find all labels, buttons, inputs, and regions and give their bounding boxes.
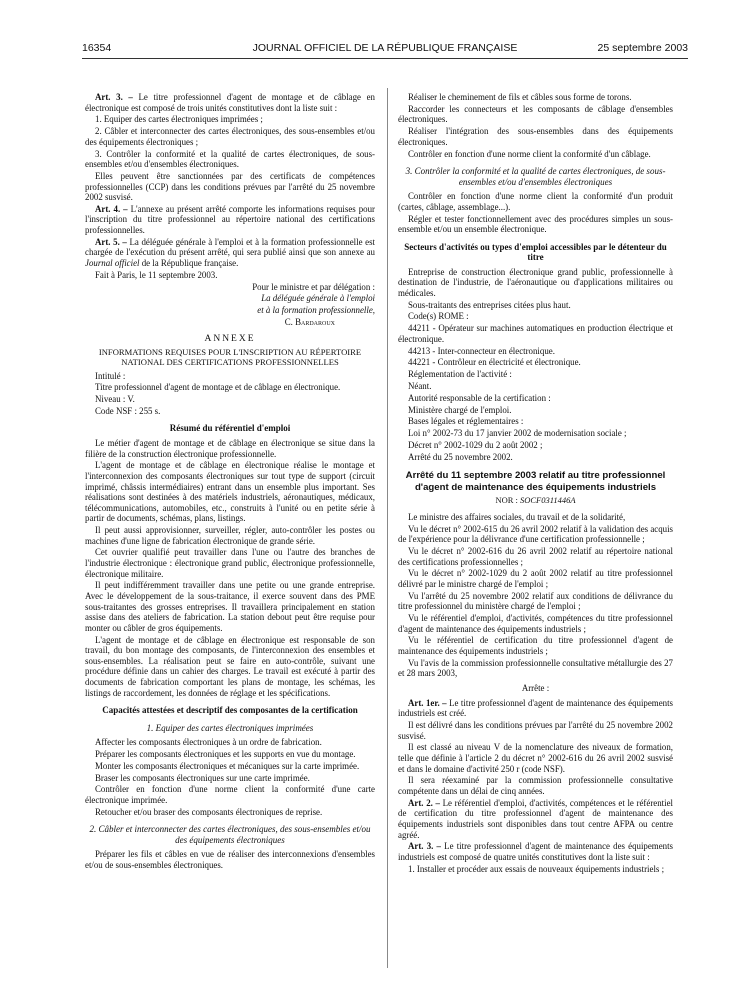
art3r-label: Art. 3. – bbox=[408, 841, 441, 852]
annexe-subtitle: INFORMATIONS REQUISES POUR L'INSCRIPTION AU RÉPERTOIRE NATIONAL DES CERTIFICATIONS PROFESSIONNELLES bbox=[98, 347, 362, 368]
secteurs-paragraph: Sous-traitants des entreprises citées plus haut. bbox=[408, 299, 571, 310]
page-number: 16354 bbox=[82, 42, 112, 54]
arrete-paragraph: Vu le décret n° 2002-1029 du 2 août 2002 relatif au titre professionnel délivré par le ministre chargé de l'emploi ; bbox=[398, 568, 673, 589]
sub2-paragraph: Contrôler en fonction d'une norme client la conformité d'un câblage. bbox=[408, 148, 651, 159]
resume-paragraph: L'agent de montage et de câblage en électronique réalise le montage et l'interconnexion des composants électroniques sur tout type de support (circuit imprimé, châssis intermédiaires) entrant dans un ensemble plus important. Ses réalisations sont destinées à des matériels industriels, aéronautiques, médicaux, télécommunications, automobiles, etc., construits à l'unité ou en petite série à partir de documents, schémas, plans, listings. bbox=[85, 460, 375, 524]
art3-label: Art. 3. – bbox=[95, 92, 133, 102]
secteurs-paragraph: Ministère chargé de l'emploi. bbox=[408, 404, 512, 415]
secteurs-paragraph: 44221 - Contrôleur en électricité et électronique. bbox=[408, 357, 581, 368]
art1-text: Le titre professionnel d'agent de maintenance des équipements industriels est créé. bbox=[398, 697, 673, 719]
titre-text: Titre professionnel d'agent de montage et de câblage en électronique. bbox=[95, 382, 341, 393]
secteurs-heading: Secteurs d'activités ou types d'emploi accessibles par le détenteur du titre bbox=[404, 241, 667, 263]
left-column bbox=[85, 92, 375, 872]
secteurs-paragraph: Entreprise de construction électronique grand public, professionnelle à destination de l'industrie, de l'aéronautique ou d'applications militaires ou médicales. bbox=[398, 266, 673, 298]
subsection-3-heading: 3. Contrôler la conformité et la qualité de cartes électroniques, de sous-ensembles et/ou d'ensembles électroniques bbox=[405, 166, 666, 187]
art5-text-b: de la République française. bbox=[141, 258, 239, 269]
art1-sub: Il est classé au niveau V de la nomenclature des niveaux de formation, telle que définie à l'article 2 du décret n° 2002-616 du 26 avril 2002 susvisé et dans le domaine d'activité 250 r (code NSF). bbox=[398, 742, 673, 774]
journal-officiel-ref: Journal officiel bbox=[85, 258, 140, 269]
art1-sub: Il est délivré dans les conditions prévues par l'arrêté du 25 novembre 2002 susvisé. bbox=[398, 720, 673, 741]
secteurs-paragraph: Autorité responsable de la certification : bbox=[408, 392, 551, 403]
resume-paragraph: Il peut indifféremment travailler dans une petite ou une grande entreprise. Avec le développement de la sous-traitance, il exerce souvent dans des PME sous-traitantes des grosses entreprises. Il travaillera principalement en station assise dans des ateliers de fabrication. La station debout peut être requise pour monter ou câbler de gros équipements. bbox=[85, 580, 375, 633]
arrete-paragraph: Vu le référentiel de certification du titre professionnel d'agent de maintenance des équipements industriels ; bbox=[398, 635, 673, 657]
art3-item: 3. Contrôler la conformité et la qualité de cartes électroniques, de sous-ensembles et/ou d'ensembles électroniques. bbox=[85, 148, 375, 170]
sub2-paragraph: Réaliser l'intégration des sous-ensembles dans des équipements électroniques. bbox=[398, 126, 673, 147]
resume-paragraph: Le métier d'agent de montage et de câblage en électronique se situe dans la filière de la construction électronique professionnelle. bbox=[85, 437, 375, 459]
column-separator bbox=[387, 88, 388, 968]
signatory-name: C. Bardaroux bbox=[284, 316, 335, 327]
art1-label: Art. 1er. – bbox=[408, 697, 447, 708]
art5-label: Art. 5. – bbox=[95, 236, 127, 247]
art3-text: Le titre professionnel d'agent de montage et de câblage en électronique est composé de trois unités constitutives dont la liste suit : bbox=[85, 92, 375, 113]
signature-line: et à la formation professionnelle, bbox=[257, 305, 375, 316]
art3r-item: 1. Installer et procéder aux essais de nouveaux équipements industriels ; bbox=[408, 863, 665, 874]
secteurs-paragraph: Néant. bbox=[408, 380, 432, 391]
nor-reference bbox=[398, 495, 673, 506]
art2-label: Art. 2. – bbox=[408, 797, 440, 808]
capacites-heading: Capacités attestées et descriptif des composantes de la certification bbox=[102, 705, 358, 716]
nor-code: SOCF0311446A bbox=[520, 495, 576, 506]
journal-title: JOURNAL OFFICIEL DE LA RÉPUBLIQUE FRANÇAISE bbox=[252, 42, 518, 54]
secteurs-paragraph: Décret n° 2002-1029 du 2 août 2002 ; bbox=[408, 439, 543, 450]
signature-line: La déléguée générale à l'emploi bbox=[261, 293, 375, 304]
art4-label: Art. 4. – bbox=[95, 203, 128, 214]
arrete-heading: Arrêté du 11 septembre 2003 relatif au titre professionnel d'agent de maintenance des équipements industriels bbox=[405, 470, 666, 493]
secteurs-paragraph: Code(s) ROME : bbox=[408, 311, 469, 322]
secteurs-paragraph: 44211 - Opérateur sur machines automatiques en production électrique et électronique. bbox=[398, 323, 673, 344]
annexe-title: ANNEXE bbox=[204, 333, 256, 344]
sub1-paragraph: Monter les composants électroniques et mécaniques sur la carte imprimée. bbox=[95, 760, 360, 771]
sub1-paragraph: Contrôler en fonction d'une norme client la conformité d'une carte électronique imprimée. bbox=[85, 784, 375, 805]
niveau-text: Niveau : V. bbox=[95, 394, 135, 405]
art3-item: 2. Câbler et interconnecter des cartes électroniques, des sous-ensembles et/ou des équipements électroniques ; bbox=[85, 126, 375, 147]
arrete-paragraph: Vu l'avis de la commission professionnelle consultative métallurgie des 27 et 28 mars 2003, bbox=[398, 657, 673, 679]
sub3-paragraph: Régler et tester fonctionnellement avec des procédures simples un sous-ensemble et/ou un ensemble électronique. bbox=[398, 213, 673, 235]
sub2-paragraph: Réaliser le cheminement de fils et câbles sous forme de torons. bbox=[408, 92, 632, 102]
arrete-paragraph: Vu le décret n° 2002-616 du 26 avril 2002 relatif au répertoire national des certifications professionnelles ; bbox=[398, 545, 673, 567]
resume-paragraph: L'agent de montage et de câblage en électronique est responsable de son travail, du bon montage des composants, de l'interconnexion des ensembles et sous-ensembles. La réalisation peut se faire en auto-contrôle, suivant une procédure définie dans un cahier des charges. Le travail est exécuté à partir des documents de fabrication comportant les plans de montage, les schémas, les listings de raccordement, les données de réglage et les spécifications. bbox=[85, 634, 375, 698]
sub3-paragraph: Contrôler en fonction d'une norme client la conformité d'un produit (cartes, câblage, assemblage...). bbox=[398, 191, 673, 212]
art3-end: Elles peuvent être sanctionnées par des certificats de compétences professionnelles (CCP) dans les conditions prévues par l'arrêté du 25 novembre 2002 susvisé. bbox=[85, 170, 375, 203]
arrete-verb: Arrête : bbox=[521, 683, 550, 694]
code-nsf-text: Code NSF : 255 s. bbox=[95, 405, 161, 416]
signature-line: Pour le ministre et par délégation : bbox=[252, 281, 375, 292]
sub1-paragraph: Affecter les composants électroniques à un ordre de fabrication. bbox=[95, 737, 322, 748]
secteurs-paragraph: Arrêté du 25 novembre 2002. bbox=[408, 451, 513, 462]
art4-paragraph bbox=[85, 204, 375, 236]
art3-paragraph bbox=[85, 92, 375, 113]
art2-text: Le référentiel d'emploi, d'activités, compétences et le référentiel de certification du titre professionnel d'agent de maintenance des équipements industriels sont disponibles dans tout centre AFPA ou centre agréé. bbox=[398, 797, 673, 840]
subsection-1-heading: 1. Equiper des cartes électroniques imprimées bbox=[146, 722, 314, 733]
header-rule bbox=[82, 58, 688, 59]
secteurs-paragraph: 44213 - Inter-connecteur en électronique. bbox=[408, 345, 555, 356]
art5-paragraph bbox=[85, 237, 375, 269]
subsection-2-heading: 2. Câbler et interconnecter des cartes électroniques, des sous-ensembles et/ou des équipements électroniques bbox=[89, 824, 371, 845]
resume-heading: Résumé du référentiel d'emploi bbox=[169, 423, 291, 434]
nor-label: NOR : bbox=[495, 495, 518, 506]
arrete-paragraph: Vu le décret n° 2002-615 du 26 avril 2002 relatif à la validation des acquis de l'expérience pour la délivrance d'une certification professionnelle ; bbox=[398, 523, 673, 545]
page-header bbox=[82, 42, 688, 56]
secteurs-paragraph: Bases légales et réglementaires : bbox=[408, 416, 524, 427]
arrete-paragraph: Vu l'arrêté du 25 novembre 2002 relatif aux conditions de délivrance du titre professionnel du ministère chargé de l'emploi ; bbox=[398, 590, 673, 612]
intitule-label: Intitulé : bbox=[95, 370, 126, 381]
sub1-paragraph: Braser les composants électroniques sur une carte imprimée. bbox=[95, 772, 310, 783]
sub2-paragraph: Préparer les fils et câbles en vue de réaliser des interconnexions d'ensembles et/ou de sous-ensembles électroniques. bbox=[85, 849, 375, 870]
art2-paragraph bbox=[398, 798, 673, 840]
resume-paragraph: Il peut aussi approvisionner, surveiller, régler, auto-contrôler les postes ou machines d'une ligne de fabrication électronique de grande série. bbox=[85, 525, 375, 546]
arrete-paragraph: Le ministre des affaires sociales, du travail et de la solidarité, bbox=[408, 511, 626, 522]
fait-a-paris: Fait à Paris, le 11 septembre 2003. bbox=[95, 269, 218, 280]
sub1-paragraph: Retoucher et/ou braser des composants électroniques de reprise. bbox=[95, 806, 323, 817]
art1-paragraph bbox=[398, 698, 673, 719]
art3-item: 1. Equiper des cartes électroniques imprimées ; bbox=[95, 114, 263, 125]
right-column bbox=[398, 92, 673, 875]
art3r-paragraph bbox=[398, 841, 673, 862]
resume-paragraph: Cet ouvrier qualifié peut travailler dans l'une ou l'autre des branches de l'industrie électronique : électronique grand public, électronique professionnelle, électronique militaire. bbox=[85, 547, 375, 579]
sub2-paragraph: Raccorder les connecteurs et les composants de câblage d'ensembles électroniques. bbox=[398, 103, 673, 125]
art3r-text: Le titre professionnel d'agent de maintenance des équipements industriels est composé de quatre unités constitutives dont la liste suit : bbox=[398, 841, 674, 862]
art5-text-a: La déléguée générale à l'emploi et à la formation professionnelle est chargée de l'exécution du présent arrêté, qui sera publié ainsi que son annexe au bbox=[85, 236, 376, 258]
publication-date: 25 septembre 2003 bbox=[597, 42, 688, 54]
arrete-paragraph: Vu le référentiel d'emploi, d'activités, compétences du titre professionnel d'agent de maintenance des équipements industriels ; bbox=[398, 613, 673, 634]
secteurs-paragraph: Loi n° 2002-73 du 17 janvier 2002 de modernisation sociale ; bbox=[408, 428, 627, 439]
sub1-paragraph: Préparer les composants électroniques et les supports en vue du montage. bbox=[95, 748, 356, 759]
art1-sub: Il sera réexaminé par la commission professionnelle consultative compétente dans un délai de cinq années. bbox=[398, 775, 673, 796]
secteurs-paragraph: Réglementation de l'activité : bbox=[408, 369, 512, 380]
art4-text: L'annexe au présent arrêté comporte les informations requises pour l'inscription du titre professionnel au répertoire national des certifications professionnelles. bbox=[85, 203, 375, 236]
